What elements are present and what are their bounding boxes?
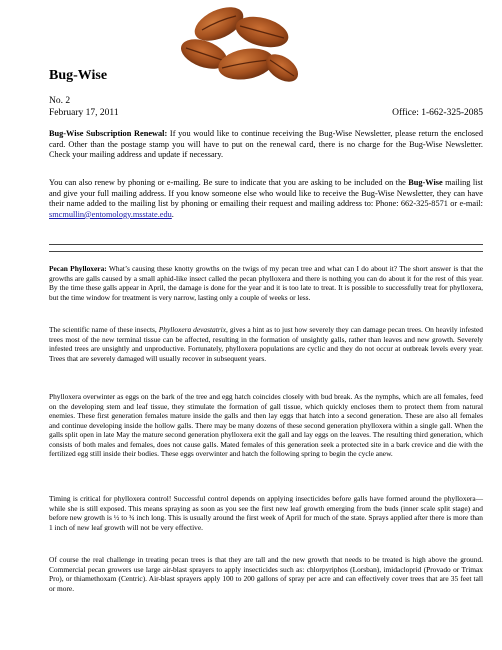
issue-date: February 17, 2011 <box>49 108 119 118</box>
issue-number: No. 2 <box>49 96 71 106</box>
newsletter-title: Bug-Wise <box>49 68 108 83</box>
subscription-paragraph <box>49 129 483 161</box>
renew-end: . <box>171 209 174 219</box>
office-phone: Office: 1-662-325-2085 <box>392 108 483 118</box>
pecan-paragraph-1 <box>49 264 483 302</box>
scientific-name: Phylloxera devastatrix <box>158 325 227 334</box>
renew-text-2: mailing list and give your full mailing address. If you know someone else who would like to receive the Bug-Wise Newsletter, they can have their name added to the mailing list by phoning or emailing their request and mailing address to: Phone: 662-325-8571 or e-mail: <box>49 178 483 209</box>
pecan-paragraph-2 <box>49 325 483 363</box>
pecan-p5-text: Of course the real challenge in treating pecan trees is that they are tall and the new growth that needs to be treated is high above the ground. Commercial pecan growers use large air-blast sprayers to apply insecticides such as: chlorpyriphos (Lorsban), imidacloprid (Provado or Trimax Pro), or thiamethoxam (Centric). Air-blast sprayers apply 100 to 200 gallons of spray per acre and can effectively cover trees that are 35 feet tall or more. <box>49 555 483 593</box>
pecan-p2-text-b: , gives a hint as to just how severely they can damage pecan trees. On heavily infested trees most of the new terminal tissue can be affected, resulting in the formation of unsightly galls, rather than leaves and new growth. Severely infested trees are unsightly and unproductive. Fortunately, phylloxera populations are cyclic and they do not occur at outbreak levels every year. Trees that are severely damaged will usually recover in subsequent years. <box>49 325 483 363</box>
subscription-heading: Bug-Wise Subscription Renewal: <box>49 129 168 138</box>
subscription-text: If you would like to continue receiving the Bug-Wise Newsletter, please return the enclosed card. Other than the postage stamp you will have to put on the renewal card, there is no charge for the Bug-Wise Newsletter. Check your mailing address and update if necessary. <box>49 129 483 160</box>
section-divider <box>49 244 483 252</box>
pecan-paragraph-3 <box>49 392 483 459</box>
renew-paragraph <box>49 178 483 220</box>
pecan-p4-text: Timing is critical for phylloxera control! Successful control depends on applying insecticides before galls have formed around the phylloxera—while she is still exposed. This means spraying as soon as you see the first new leaf growth emerging from the buds (inner scale split stage) and before new growth is ½ to ¾ inch long. This is usually around the first week of April for much of the state. Sprays applied after there is more than 1 inch of new leaf growth will not be very effective. <box>49 494 483 532</box>
pecan-paragraph-5 <box>49 555 483 593</box>
pecan-heading: Pecan Phylloxera: <box>49 264 107 273</box>
pecans-image <box>174 2 304 88</box>
email-link[interactable]: smcmullin@entomology.msstate.edu <box>49 209 172 219</box>
renew-bold-name: Bug-Wise <box>408 178 443 187</box>
pecan-p3-text: Phylloxera overwinter as eggs on the bark of the tree and egg hatch coincides closely with bud break. As the nymphs, which are all females, feed on the developing stem and leaf tissue, they stimulate the formation of gall tissue, which quickly encloses them to protect them from natural enemies. These first generation females mature inside the galls and then lay eggs that hatch into a second generation. These are also all females and continue developing inside the hollow galls. There may be many dozens of these second generation phylloxera within a single gall. When the galls split open in late May the mature second generation phylloxera exit the gall and lay eggs on the leaves. The resulting third generation, which consists of both males and females, does not cause galls. Mated females of this generation seek a protected site in a bark crevice and die with the fertilized egg still inside their bodies. These eggs overwinter and hatch the following spring to begin the cycle anew. <box>49 392 483 458</box>
pecan-paragraph-4 <box>49 494 483 532</box>
pecan-p1-text: What’s causing these knotty growths on the twigs of my pecan tree and what can I do about it? The short answer is that the growths are galls caused by a small aphid-like insect called the pecan phylloxera and there is nothing you can do about it for the rest of this year. By the time these galls appear in April, the damage is done for the year and it is too late to treat. It is possible to successfully treat for phylloxera, but the time window for treatment is very narrow, lasting only a couple of weeks or less. <box>49 264 484 302</box>
pecan-p2-text-a: The scientific name of these insects, <box>49 325 159 334</box>
renew-text-1: You can also renew by phoning or e-mailing. Be sure to indicate that you are asking to be included on the <box>49 178 409 187</box>
